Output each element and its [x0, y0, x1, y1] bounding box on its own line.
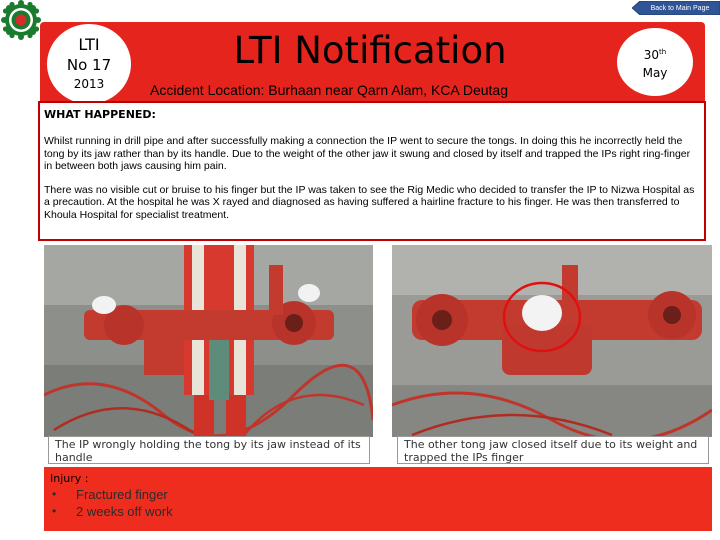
injury-item-text: Fractured finger — [76, 487, 168, 502]
date-suffix: th — [659, 47, 667, 56]
photo-left-caption: The IP wrongly holding the tong by its jaw instead of its handle — [48, 436, 370, 464]
accident-location: Accident Location: Burhaan near Qarn Alam, KCA Deutag — [150, 82, 508, 98]
back-to-main-page-button[interactable] — [632, 1, 720, 15]
what-happened-paragraph-2: There was no visible cut or bruise to his finger but the IP was taken to see the Rig Medic who decided to transfer the IP to Nizwa Hospital as a precaution. At the hospital he was X rayed and diagnosed as having suffered a hairline fracture to his finger. He was then transferred to Khoula Hospital for specialist treatment. — [44, 183, 695, 221]
injury-item-text: 2 weeks off work — [76, 504, 173, 519]
date-badge — [617, 28, 693, 96]
badge-year: 2013 — [73, 77, 105, 91]
photo-tong-jaw-closed — [392, 245, 712, 437]
what-happened-panel — [38, 101, 706, 241]
photo-right-caption: The other tong jaw closed itself due to its weight and trapped the IPs finger — [397, 436, 709, 464]
bullet-icon: • — [52, 504, 57, 518]
what-happened-paragraph-1: Whilst running in drill pipe and after successfully making a connection the IP went to secure the tongs. In doing this he incorrectly held the tong by its jaw rather than by its handle. Due to the weight of the other jaw it swung and closed by itself and trapped the IPs right ring-finger in between both jaws causing him pain. — [44, 135, 691, 172]
back-button-label: Back to Main Page — [650, 4, 710, 12]
badge-number: No 17 — [66, 56, 112, 74]
company-logo-icon — [1, 0, 41, 40]
injury-heading: Injury : — [50, 472, 89, 485]
date-day-line — [644, 43, 666, 64]
date-day: 30 — [643, 47, 660, 62]
list-item — [50, 486, 706, 503]
injury-panel — [44, 467, 712, 531]
page-title: LTI Notification — [233, 29, 507, 72]
list-item — [50, 503, 706, 520]
injury-list — [50, 486, 706, 520]
badge-lti-label: LTI — [78, 35, 100, 54]
what-happened-heading: WHAT HAPPENED: — [44, 108, 156, 121]
bullet-icon: • — [52, 487, 57, 501]
photo-ip-holding-tong — [44, 245, 373, 437]
lti-number-badge — [47, 24, 131, 104]
date-month: May — [642, 65, 668, 80]
